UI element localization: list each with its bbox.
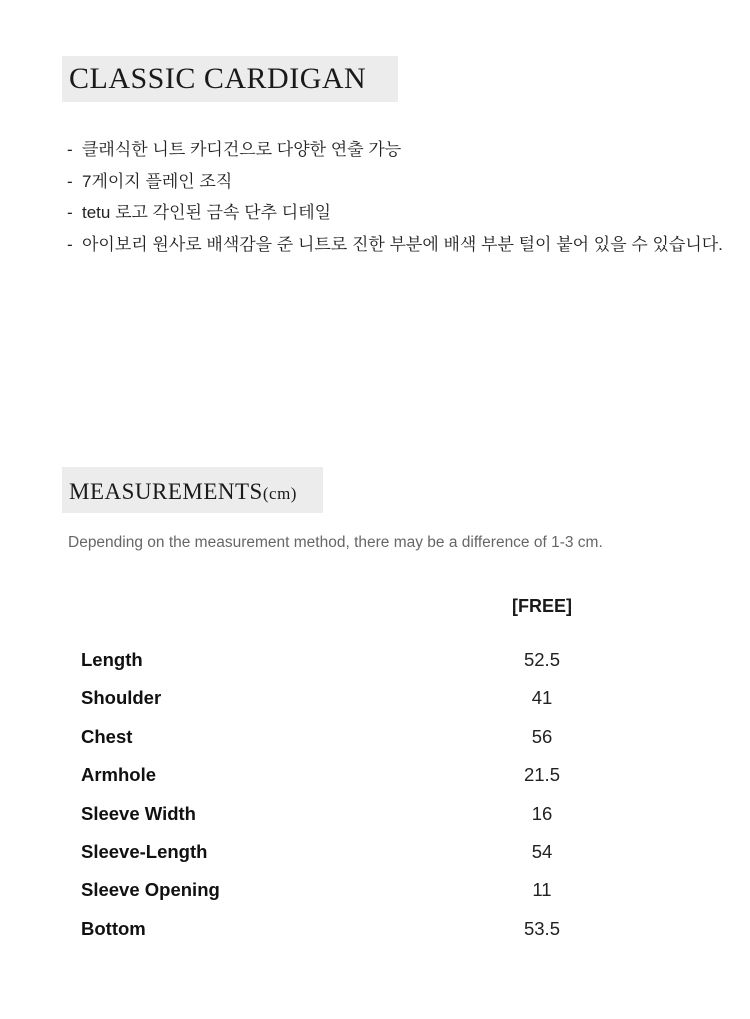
table-row <box>0 641 750 679</box>
table-row <box>0 910 750 948</box>
row-label: Chest <box>81 725 133 747</box>
measurements-unit: (cm) <box>262 484 297 503</box>
bullet-dash: - <box>67 140 73 159</box>
bullet-dash: - <box>67 203 73 222</box>
measurements-heading-text: MEASUREMENTS <box>69 479 263 504</box>
table-row <box>0 871 750 909</box>
row-label: Sleeve Opening <box>81 879 220 901</box>
table-row <box>0 756 750 794</box>
row-value: 16 <box>531 802 553 824</box>
row-label: Bottom <box>81 917 146 939</box>
measurements-heading <box>62 467 323 513</box>
measurement-note: Depending on the measurement method, there may be a difference of 1-3 cm. <box>68 534 603 551</box>
row-value: 41 <box>531 687 553 709</box>
table-row <box>0 795 750 833</box>
row-label: Shoulder <box>81 687 162 709</box>
detail-text: tetu 로고 각인된 금속 단추 디테일 <box>82 203 332 222</box>
detail-item <box>67 166 737 198</box>
row-value: 56 <box>531 725 553 747</box>
product-title <box>62 56 398 102</box>
detail-text: 클래식한 니트 카디건으로 다양한 연출 가능 <box>82 140 402 159</box>
size-column-header: [FREE] <box>512 596 572 616</box>
row-value: 11 <box>532 879 552 901</box>
detail-item <box>67 134 737 166</box>
product-detail-list <box>67 134 737 260</box>
row-value: 52.5 <box>523 649 560 670</box>
row-value: 54 <box>531 840 553 862</box>
table-row <box>0 833 750 871</box>
bullet-dash: - <box>67 171 73 191</box>
table-row <box>0 718 750 756</box>
row-label: Armhole <box>81 764 157 786</box>
detail-item <box>67 197 737 229</box>
row-value: 21.5 <box>523 764 560 786</box>
measurement-table <box>0 641 750 948</box>
product-title-text: CLASSIC CARDIGAN <box>69 62 367 95</box>
detail-item <box>67 229 737 261</box>
row-label: Length <box>81 649 143 670</box>
table-row <box>0 679 750 717</box>
bullet-dash: - <box>67 234 73 254</box>
row-label: Sleeve-Length <box>81 840 208 862</box>
detail-text: 아이보리 원사로 배색감을 준 니트로 진한 부분에 배색 부분 털이 붙어 있을 수 있습니다. <box>82 234 723 254</box>
row-value: 53.5 <box>523 917 560 939</box>
row-label: Sleeve Width <box>81 802 196 824</box>
detail-text: 7게이지 플레인 조직 <box>82 171 233 191</box>
